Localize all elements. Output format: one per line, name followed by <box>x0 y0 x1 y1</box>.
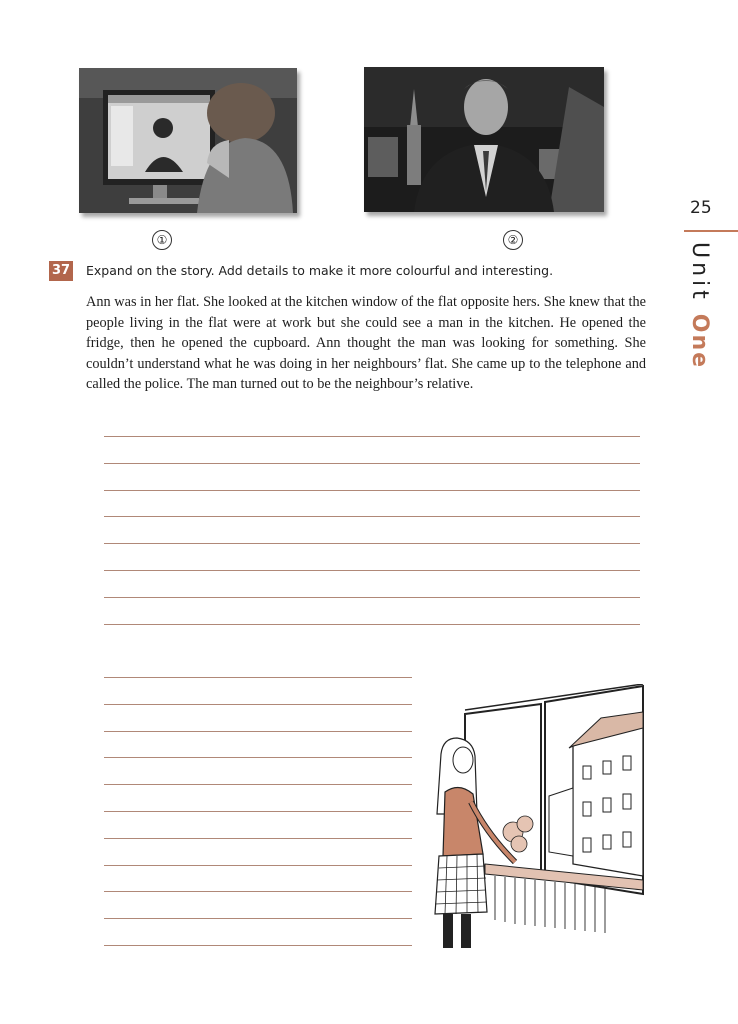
photo-speech <box>364 67 604 212</box>
page-number: 25 <box>690 198 712 218</box>
writing-line[interactable] <box>104 463 640 464</box>
writing-line[interactable] <box>104 704 412 705</box>
unit-heading <box>687 242 712 369</box>
writing-line[interactable] <box>104 945 412 946</box>
writing-line[interactable] <box>104 757 412 758</box>
writing-line[interactable] <box>104 597 640 598</box>
writing-line[interactable] <box>104 918 412 919</box>
writing-line[interactable] <box>104 731 412 732</box>
writing-line[interactable] <box>104 543 640 544</box>
photo-label-1: ① <box>152 230 172 250</box>
unit-prefix: Unit <box>687 242 712 303</box>
window-illustration <box>425 684 647 954</box>
unit-name: One <box>687 313 712 370</box>
writing-line[interactable] <box>104 865 412 866</box>
writing-line[interactable] <box>104 811 412 812</box>
writing-line[interactable] <box>104 838 412 839</box>
unit-divider <box>684 230 738 232</box>
exercise-number-badge: 37 <box>49 261 73 281</box>
writing-line[interactable] <box>104 516 640 517</box>
writing-line[interactable] <box>104 784 412 785</box>
story-text: Ann was in her flat. She looked at the kitchen window of the flat opposite hers. She knew that the people living in the flat were at work but she could see a man in the kitchen. He opened the fridge, then he opened the cupboard. Ann thought the man was looking for something. She couldn’t understand what he was doing in her neighbours’ flat. She came up to the telephone and called the police. The man turned out to be the neighbour’s relative. <box>86 294 646 392</box>
photo-video-call <box>79 68 297 213</box>
writing-line[interactable] <box>104 624 640 625</box>
exercise-instruction: Expand on the story. Add details to make it more colourful and interesting. <box>86 263 554 278</box>
writing-line[interactable] <box>104 570 640 571</box>
writing-line[interactable] <box>104 677 412 678</box>
writing-line[interactable] <box>104 436 640 437</box>
photo-label-2: ② <box>503 230 523 250</box>
writing-line[interactable] <box>104 891 412 892</box>
writing-line[interactable] <box>104 490 640 491</box>
